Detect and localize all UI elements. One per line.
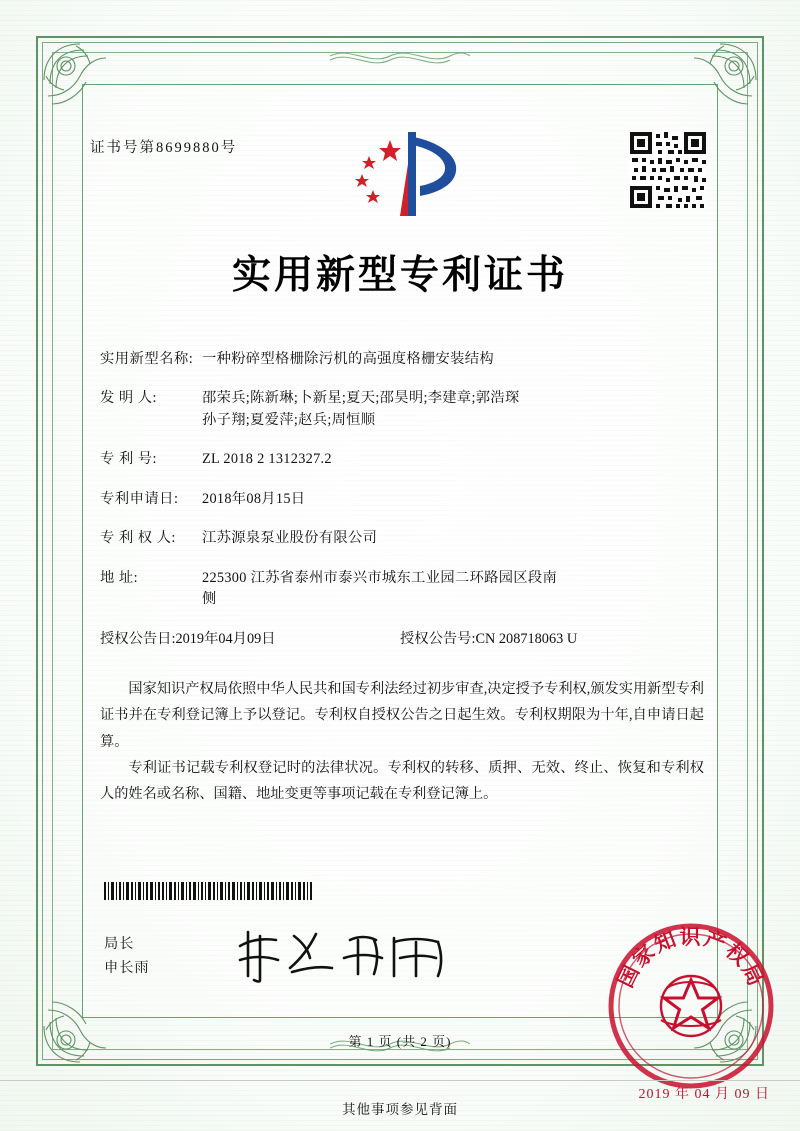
field-grant-row: [100, 629, 700, 650]
grant-number-label: 授权公告号:: [400, 630, 476, 647]
field-patent-number: [100, 449, 700, 470]
director-label: 局长: [104, 936, 135, 952]
footer-note: 其他事项参见背面: [342, 1102, 458, 1117]
inventor-value: [196, 388, 700, 431]
patent-number-label: 专 利 号:: [100, 451, 158, 468]
utility-model-name-value: 一种粉碎型格栅除污机的高强度格栅安装结构: [202, 351, 494, 367]
svg-text:国家知识产权局: 国家知识产权局: [612, 923, 770, 992]
field-address: [100, 568, 700, 611]
application-date-value: 2018年08月15日: [202, 490, 306, 507]
grant-date-label: 授权公告日:: [100, 630, 176, 647]
official-seal-icon: [606, 921, 776, 1091]
director-block: [104, 932, 150, 980]
inventor-label: 发 明 人:: [100, 390, 158, 407]
seal-date: 2019 年 04 月 09 日: [638, 1087, 770, 1102]
grant-date-value: 2019年04月09日: [175, 630, 276, 647]
patent-number-value: ZL 2018 2 1312327.2: [202, 451, 332, 468]
address-value-line2: 侧: [202, 591, 217, 608]
inventor-value-line2: 孙子翔;夏爱萍;赵兵;周恒顺: [202, 411, 376, 428]
field-grant-number: [400, 629, 577, 650]
certificate-content: [82, 84, 718, 1049]
application-date-label: 专利申请日:: [100, 490, 179, 507]
address-value-line1: 225300 江苏省泰州市泰兴市城东工业园二环路园区段南: [202, 569, 558, 586]
utility-model-name-label: 实用新型名称:: [100, 351, 194, 367]
field-grant-date: [100, 629, 400, 650]
handwritten-signature-icon: [232, 924, 472, 984]
patentee-label: 专 利 权 人:: [100, 530, 176, 547]
patentee-value: 江苏源泉泵业股份有限公司: [202, 530, 378, 547]
grant-number-value: CN 208718063 U: [475, 630, 578, 647]
address-label: 地 址:: [100, 569, 139, 586]
field-application-date: [100, 489, 700, 510]
address-value: [196, 568, 700, 611]
inventor-value-line1: 邵荣兵;陈新琳;卜新星;夏天;邵昊明;李建章;郭浩琛: [202, 390, 520, 407]
director-name: 申长雨: [104, 960, 150, 977]
certificate-fields: [100, 349, 700, 664]
page-indicator: 第 1 页 (共 2 页): [348, 1034, 452, 1049]
footer-divider: [0, 1080, 800, 1081]
qr-code-icon: [630, 132, 706, 208]
certificate-number: 证书号第8699880号: [90, 140, 238, 156]
field-patentee: [100, 528, 700, 549]
legal-text: [100, 676, 704, 807]
field-inventor: [100, 388, 700, 431]
legal-paragraph-1: 国家知识产权局依照中华人民共和国专利法经过初步审查,决定授予专利权,颁发实用新型专利证书并在专利登记簿上予以登记。专利权自授权公告之日起生效。专利权期限为十年,自申请日起算。: [100, 681, 704, 750]
legal-paragraph-2: 专利证书记载专利权登记时的法律状况。专利权的转移、质押、无效、终止、恢复和专利权人的姓名或名称、国籍、地址变更等事项记载在专利登记簿上。: [100, 759, 704, 803]
page-title: 实用新型专利证书: [231, 252, 568, 298]
cnipa-logo-icon: [350, 130, 460, 222]
field-utility-model-name: [100, 349, 700, 370]
barcode-icon: [104, 882, 314, 900]
